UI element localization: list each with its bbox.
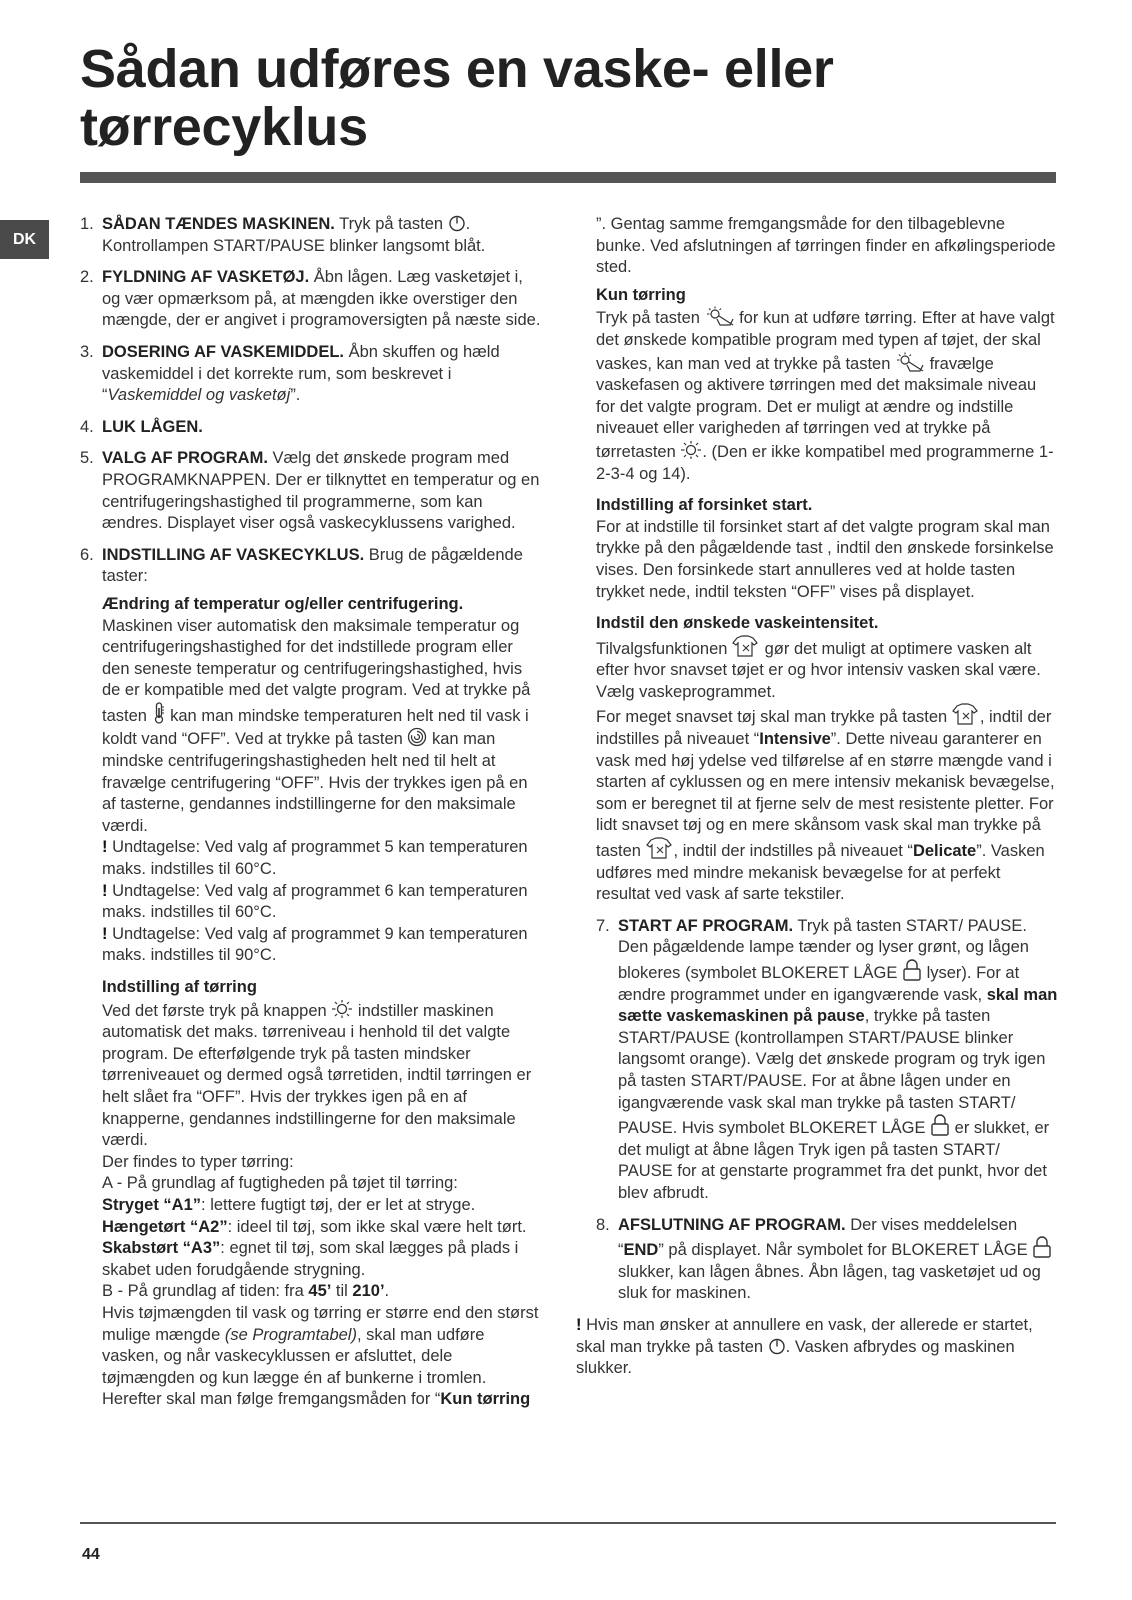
step-5-heading: VALG AF PROGRAM. (102, 449, 268, 468)
drying-overload-continued: ”. Gentag samme fremgangsmåde for den tilbageblevne bunke. Ved afslutningen af tørringen finder en afkølingsperiode sted. (596, 215, 1056, 277)
exception-note-1: ! Undtagelse: Ved valg af programmet 5 kan temperaturen maks. indstilles til 60°C. (102, 838, 528, 879)
language-tab: DK (0, 220, 49, 259)
step-2: 2. FYLDNING AF VASKETØJ. Åbn lågen. Læg vasketøjet i, og vær opmærksom på, at mængden ikke overstiger den mængde, der er angivet i programoversigten på næste side. (80, 268, 541, 330)
door-lock-icon (902, 959, 922, 981)
step-4: 4. LUK LÅGEN. (80, 417, 203, 436)
power-icon (448, 214, 466, 232)
wash-intensity-icon (732, 635, 760, 657)
left-column (80, 214, 542, 1421)
dry-only-text: Tryk på tasten for kun at udføre tørring. Efter at have valgt det ønskede kompatible program med typen af tøjet, der skal vaskes, kan man ved at trykke på tasten fravælge vaskefasen og aktivere tørringen med det maksimale niveau for det valgte program. Det er muligt at ændre og indstille niveauet eller varigheden af tørringen ved at trykke på tørretasten . (Den er ikke kompatibel med programmerne 1-2-3-4 og 14). (596, 306, 1058, 485)
spin-icon (407, 727, 427, 747)
drying-text: Ved det første tryk på knappen indstiller maskinen automatisk det maks. tørreniveau i henhold til det valgte program. De efterfølgende tryk på tasten mindsker tørreniveauet og dermed også tørretiden, indtil tørringen er helt slået fra “OFF”. Hvis der trykkes igen på en af knapperne, gendannes indstillingerne for den maksimale værdi. (102, 999, 542, 1152)
exception-note-2: ! Undtagelse: Ved valg af programmet 6 kan temperaturen maks. indstilles til 60°C. (102, 881, 528, 922)
drying-sun-icon (331, 999, 353, 1019)
step-2-heading: FYLDNING AF VASKETØJ. (102, 268, 310, 287)
wash-intensity-heading: Indstil den ønskede vaskeintensitet. (596, 614, 879, 633)
power-icon (768, 1337, 786, 1355)
step-8-heading: AFSLUTNING AF PROGRAM. (618, 1215, 846, 1234)
drying-sun-icon (680, 440, 702, 460)
step-5: 5. VALG AF PROGRAM. Vælg det ønskede program med PROGRAMKNAPPEN. Der er tilknyttet en temperatur og en centrifugeringshastighed til programmerne, som kan ændres. Displayet viser også vaskecyklussens varighed. (80, 449, 540, 533)
step-4-heading: LUK LÅGEN. (102, 417, 203, 436)
wash-intensity-icon (646, 837, 674, 859)
dry-only-icon (895, 352, 925, 372)
page-title: Sådan udføres en vaske- eller tørrecyklus (80, 39, 834, 157)
footer-divider (80, 1522, 1056, 1524)
door-lock-icon (930, 1114, 950, 1136)
step-7: 7. START AF PROGRAM. Tryk på tasten START/ PAUSE. Den pågældende lampe tænder og lyser grønt, og lågen blokeres (symbolet BLOKERET LÅGE lyser). For at ændre programmet under en igangværende vask, skal man sætte vaskemaskinen på pause, trykke på tasten START/PAUSE (kontrollampen START/PAUSE blinker langsomt orange). Vælg det ønskede program og tryk igen på tasten START/PAUSE. For at åbne lågen under en igangværende vask skal man trykke på tasten START/ PAUSE. Hvis symbolet BLOKERET LÅGE er slukket, er det muligt at åbne lågen Tryk igen på tasten START/ PAUSE for at genstarte programmet fra det punkt, hvor det blev afbrudt. (596, 916, 1058, 1202)
step-6-heading: INDSTILLING AF VASKECYKLUS. (102, 545, 365, 564)
temperature-spin-text: Maskinen viser automatisk den maksimale temperatur og centrifugeringshastighed for det indstillede program eller den seneste temperatur og centrifugeringshastighed, hvis de er kompatible med det valgte program. Ved at trykke på tasten kan man mindske temperaturen helt ned til vask i koldt vand “OFF”. Ved at trykke på tasten kan man mindske centrifugeringshastigheden helt ned til helt at fravælge centrifugering “OFF”. Hvis der trykkes igen på en af tasterne, gendannes indstillingerne for den maksimale værdi. (102, 616, 531, 835)
step-7-heading: START AF PROGRAM. (618, 916, 794, 935)
drying-heading: Indstilling af tørring (102, 978, 257, 996)
step-6: 6. INDSTILLING AF VASKECYKLUS. Brug de pågældende taster: Ændring af temperatur og/eller centrifugering. Maskinen viser automatisk den maksimale temperatur og centrifugeringshastighed for det indstillede program eller den seneste temperatur og centrifugeringshastighed, hvis de er kompatible med det valgte program. Ved at trykke på tasten kan man mindske temperaturen helt ned til vask i koldt vand “OFF”. Ved at trykke på tasten kan man mindske centrifugeringshastigheden helt ned til helt at fravælge centrifugering “OFF”. Hvis der trykkes igen på en af tasterne, gendannes indstillingerne for den maksimale værdi. ! Undtagelse: Ved valg af programmet 5 kan temperaturen maks. indstilles til 60°C. ! Undtagelse: Ved valg af programmet 6 kan temperaturen maks. indstilles til 60°C. ! Undtagelse: Ved valg af programmet 9 kan temperaturen maks. indstilles til 90°C. Indstilling af tørring Ved det første tryk på knappen indstiller maskinen automatisk det maks. tørreniveau i henhold til det valgte program. De efterfølgende tryk på tasten mindsker tørreniveauet og dermed også tørretiden, indtil tørringen er helt slået fra “OFF”. Hvis der trykkes igen på en af knapperne, gendannes indstillingerne for den maksimale værdi. Der findes to typer tørring: A - På grundlag af fugtigheden på tøjet til tørring: Stryget “A1”: lettere fugtigt tøj, der er let at stryge. Hængetørt “A2”: ideel til tøj, som ikke skal være helt tørt. Skabstørt “A3”: egnet til tøj, som skal lægges på plads i skabet uden forudgående strygning. B - På grundlag af tiden: fra 45’ til 210’. Hvis tøjmængden til vask og tørring er større end den størst mulige mængde (se Programtabel), skal man udføre vasken, og når vaskecyklussen er afsluttet, dele tøjmængden og kun lægge én af bunkerne i tromlen. Herefter skal man følge fremgangsmåden for “Kun tørring (80, 545, 542, 1411)
step-3-heading: DOSERING AF VASKEMIDDEL. (102, 342, 345, 361)
drying-overload-text: Hvis tøjmængden til vask og tørring er større end den størst mulige mængde (se Programtabel), skal man udføre vasken, og når vaskecyklussen er afsluttet, dele tøjmængden og kun lægge én af bunkerne i tromlen. Herefter skal man følge fremgangsmåden for “Kun tørring (102, 1303, 539, 1409)
wash-intensity-text: Tilvalgsfunktionen gør det muligt at optimere vasken alt efter hvor snavset tøjet er og hvor intensiv vasken skal være. (596, 635, 1058, 682)
delay-start-heading: Indstilling af forsinket start. (596, 496, 813, 515)
dry-only-heading: Kun tørring (596, 285, 686, 304)
delay-start-text: For at indstille til forsinket start af det valgte program skal man trykke på den pågældende tast , indtil den ønskede forsinkelse vises. Den forsinkede start annulleres ved at holde tasten trykket nede, indtil teksten “OFF” vises på displayet. (596, 517, 1054, 601)
cancel-wash-note: ! Hvis man ønsker at annullere en vask, der allerede er startet, skal man trykke på tasten . Vasken afbrydes og maskinen slukker. (576, 1315, 1033, 1378)
step-3: 3. DOSERING AF VASKEMIDDEL. Åbn skuffen og hæld vaskemiddel i det korrekte rum, som beskrevet i “Vaskemiddel og vasketøj”. (80, 342, 500, 405)
thermometer-icon (152, 702, 166, 724)
temperature-spin-heading: Ændring af temperatur og/eller centrifugering. (102, 594, 464, 613)
exception-note-3: ! Undtagelse: Ved valg af programmet 9 kan temperaturen maks. indstilles til 90°C. (102, 924, 528, 965)
title-divider (80, 172, 1056, 183)
dry-only-icon (705, 306, 735, 326)
right-column: ”. Gentag samme fremgangsmåde for den tilbageblevne bunke. Ved afslutningen af tørringen finder en afkølingsperiode sted. Kun tørring Tryk på tasten for kun at udføre tørring. Efter at have valgt det ønskede kompatible program med typen af tøjet, der skal vaskes, kan man ved at trykke på tasten fravælge vaskefasen og aktivere tørringen med det maksimale niveau for det valgte program. Det er muligt at ændre og indstille niveauet eller varigheden af tørringen ved at trykke på tørretasten . (Den er ikke kompatibel med programmerne 1-2-3-4 og 14). Indstilling af forsinket start. For at indstille til forsinket start af det valgte program skal man trykke på den pågældende tast , indtil den ønskede forsinkelse vises. Den forsinkede start annulleres ved at holde tasten trykket nede, indtil teksten “OFF” vises på displayet. Indstil den ønskede vaskeintensitet. Tilvalgsfunktionen gør det muligt at optimere vasken alt efter hvor snavset tøjet er og hvor intensiv vasken skal være. Vælg vaskeprogrammet. For meget snavset tøj skal man trykke på tasten , indtil der indstilles på niveauet “Intensive”. Dette niveau garanterer en vask med høj ydelse ved tilførelse af en større mængde vand i starten af cyklussen og en mere intensiv mekanisk bevægelse, som er beregnet til at fjerne selv de mest resistente pletter. For lidt snavset tøj og en mere skånsom vask skal man trykke på tasten , indtil der indstilles på niveauet “Delicate”. Vasken udføres med mindre mekanisk bevægelse for at perfekt resultat ved vask af sarte tekstiler. 7. START AF PROGRAM. Tryk på tasten START/ PAUSE. Den pågældende lampe tænder og lyser grønt, og lågen blokeres (symbolet BLOKERET LÅGE lyser). For at ændre programmet under en igangværende vask, skal man sætte vaskemaskinen på pause, trykke på tasten START/PAUSE (kontrollampen START/PAUSE blinker langsomt orange). Vælg det ønskede program og tryk igen på tasten START/PAUSE. For at åbne lågen under en igangværende vask skal man trykke på tasten START/ PAUSE. Hvis symbolet BLOKERET LÅGE er slukket, er det muligt at åbne lågen Tryk igen på tasten START/ PAUSE for at genstarte programmet fra det punkt, hvor det blev afbrudt. 8. AFSLUTNING AF PROGRAM. Der vises meddelelsen “END” på displayet. Når symbolet for BLOKERET LÅGE slukker, kan lågen åbnes. Åbn lågen, tag vasketøjet ud og sluk for maskinen. ! Hvis man ønsker at annullere en vask, der allerede er startet, skal man trykke på tasten . Vasken afbrydes og maskinen slukker. (596, 214, 1058, 1380)
wash-intensity-icon (952, 703, 980, 725)
page-number: 44 (82, 1546, 100, 1563)
step-8: 8. AFSLUTNING AF PROGRAM. Der vises meddelelsen “END” på displayet. Når symbolet for BLOKERET LÅGE slukker, kan lågen åbnes. Åbn lågen, tag vasketøjet ud og sluk for maskinen. (596, 1215, 1058, 1305)
door-lock-icon (1032, 1236, 1052, 1258)
step-1-heading: SÅDAN TÆNDES MASKINEN. (102, 215, 335, 233)
step-1: 1. SÅDAN TÆNDES MASKINEN. Tryk på tasten . Kontrollampen START/PAUSE blinker langsomt blåt. (80, 215, 486, 255)
